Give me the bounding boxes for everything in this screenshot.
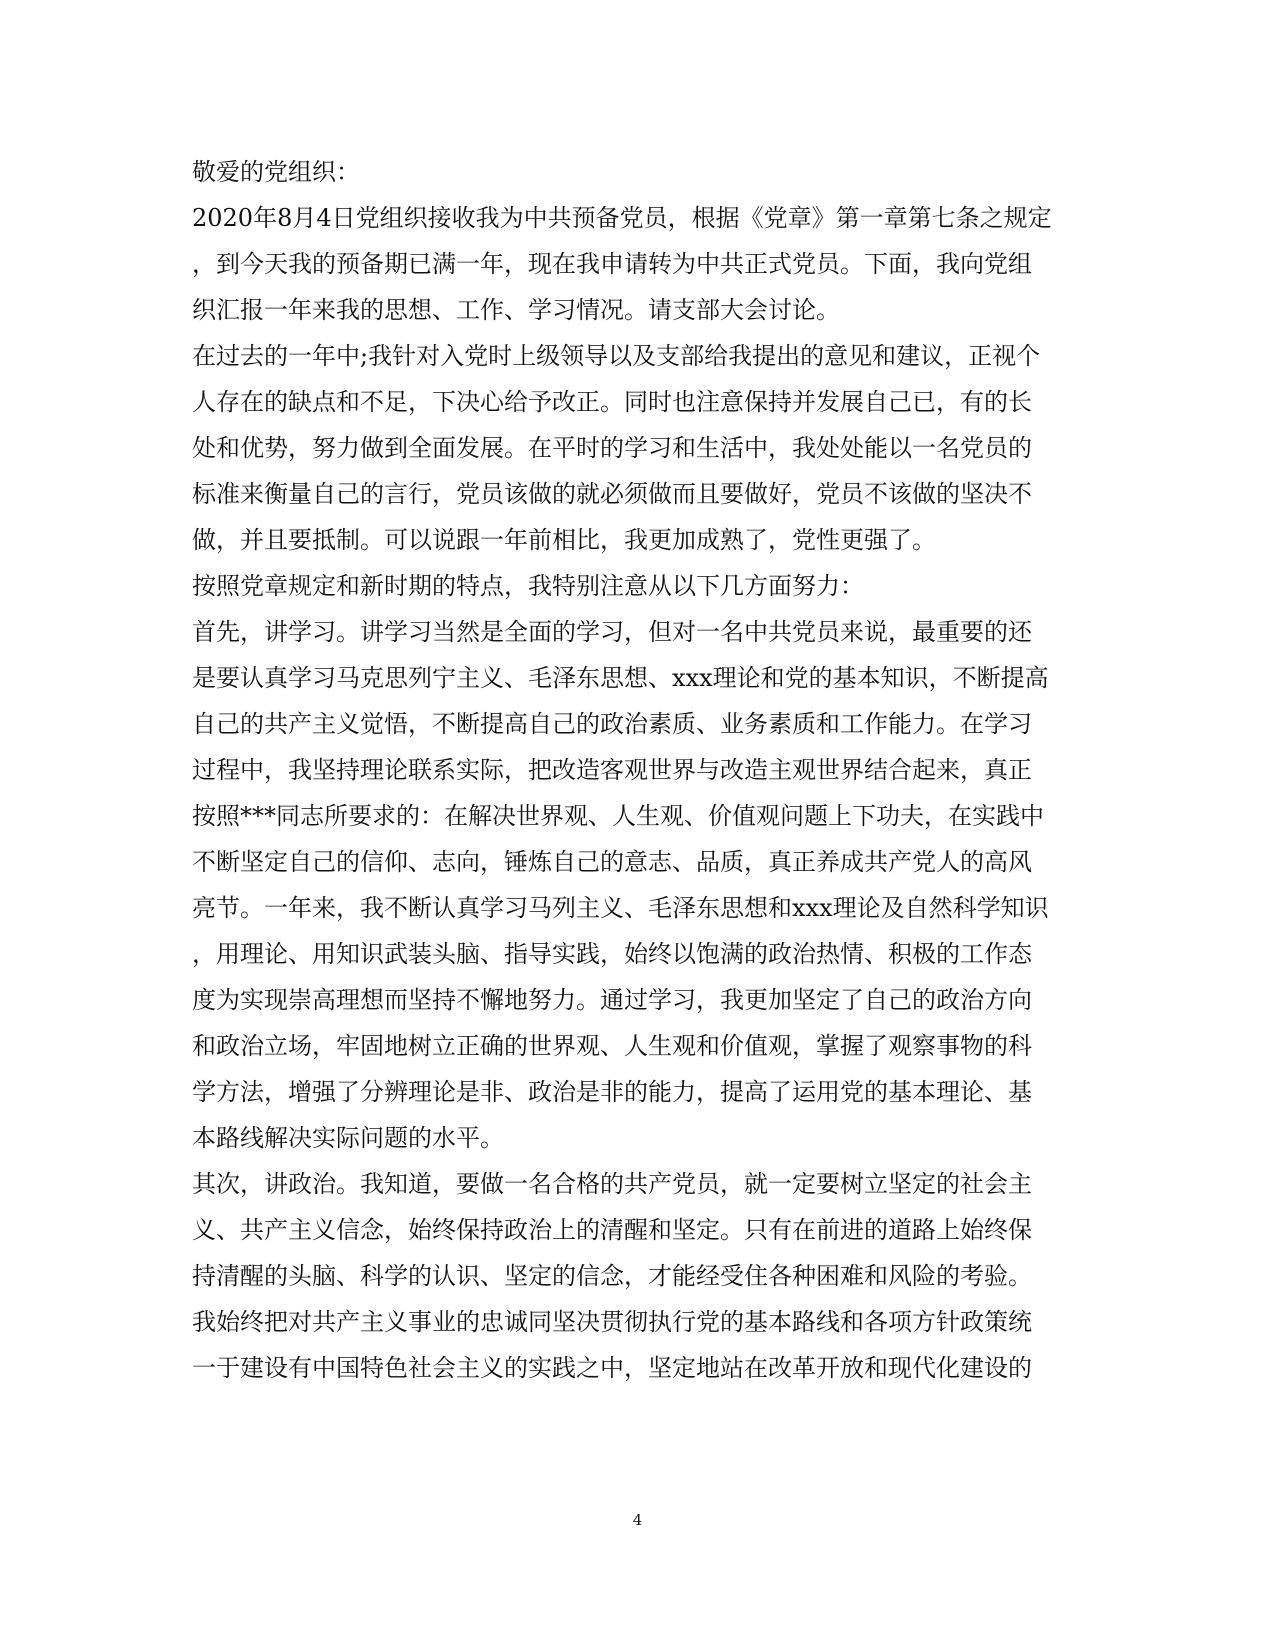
- text-line: 义、共产主义信念，始终保持政治上的清醒和坚定。只有在前进的道路上始终保: [192, 1216, 1032, 1244]
- text-line: ，到今天我的预备期已满一年，现在我申请转为中共正式党员。下面，我向党组: [192, 250, 1032, 278]
- text-line: 是要认真学习马克思列宁主义、毛泽东思想、xxx理论和党的基本知识，不断提高: [192, 664, 1049, 692]
- text-line: 在过去的一年中;我针对入党时上级领导以及支部给我提出的意见和建议，正视个: [192, 342, 1041, 370]
- text-line: 亮节。一年来，我不断认真学习马列主义、毛泽东思想和xxx理论及自然科学知识: [192, 894, 1049, 922]
- text-line: ，用理论、用知识武装头脑、指导实践，始终以饱满的政治热情、积极的工作态: [192, 940, 1032, 968]
- text-line: 一于建设有中国特色社会主义的实践之中，坚定地站在改革开放和现代化建设的: [192, 1354, 1032, 1382]
- text-line: 度为实现崇高理想而坚持不懈地努力。通过学习，我更加坚定了自己的政治方向: [192, 986, 1032, 1014]
- text-line: 其次，讲政治。我知道，要做一名合格的共产党员，就一定要树立坚定的社会主: [192, 1170, 1032, 1198]
- text-line: 本路线解决实际问题的水平。: [192, 1124, 504, 1152]
- page-number: 4: [632, 1511, 643, 1529]
- text-line: 过程中，我坚持理论联系实际，把改造客观世界与改造主观世界结合起来，真正: [192, 756, 1032, 784]
- text-line: 和政治立场，牢固地树立正确的世界观、人生观和价值观，掌握了观察事物的科: [192, 1032, 1032, 1060]
- text-line: 自己的共产主义觉悟，不断提高自己的政治素质、业务素质和工作能力。在学习: [192, 710, 1032, 738]
- text-line: 首先，讲学习。讲学习当然是全面的学习，但对一名中共党员来说，最重要的还: [192, 618, 1032, 646]
- text-line: 按照***同志所要求的：在解决世界观、人生观、价值观问题上下功夫，在实践中: [192, 802, 1044, 830]
- text-line: 2020年8月4日党组织接收我为中共预备党员，根据《党章》第一章第七条之规定: [192, 204, 1052, 232]
- text-line: 人存在的缺点和不足，下决心给予改正。同时也注意保持并发展自己已，有的长: [192, 388, 1032, 416]
- text-line: 持清醒的头脑、科学的认识、坚定的信念，才能经受住各种困难和风险的考验。: [192, 1262, 1032, 1290]
- text-line: 不断坚定自己的信仰、志向，锤炼自己的意志、品质，真正养成共产党人的高风: [192, 848, 1032, 876]
- text-line: 织汇报一年来我的思想、工作、学习情况。请支部大会讨论。: [192, 296, 840, 324]
- text-line: 按照党章规定和新时期的特点，我特别注意从以下几方面努力：: [192, 572, 864, 600]
- text-line: 我始终把对共产主义事业的忠诚同坚决贯彻执行党的基本路线和各项方针政策统: [192, 1308, 1032, 1336]
- text-line: 处和优势，努力做到全面发展。在平时的学习和生活中，我处处能以一名党员的: [192, 434, 1032, 462]
- text-line: 做，并且要抵制。可以说跟一年前相比，我更加成熟了，党性更强了。: [192, 526, 936, 554]
- text-line: 标准来衡量自己的言行，党员该做的就必须做而且要做好，党员不该做的坚决不: [192, 480, 1032, 508]
- text-line: 学方法，增强了分辨理论是非、政治是非的能力，提高了运用党的基本理论、基: [192, 1078, 1032, 1106]
- text-line: 敬爱的党组织：: [192, 158, 360, 186]
